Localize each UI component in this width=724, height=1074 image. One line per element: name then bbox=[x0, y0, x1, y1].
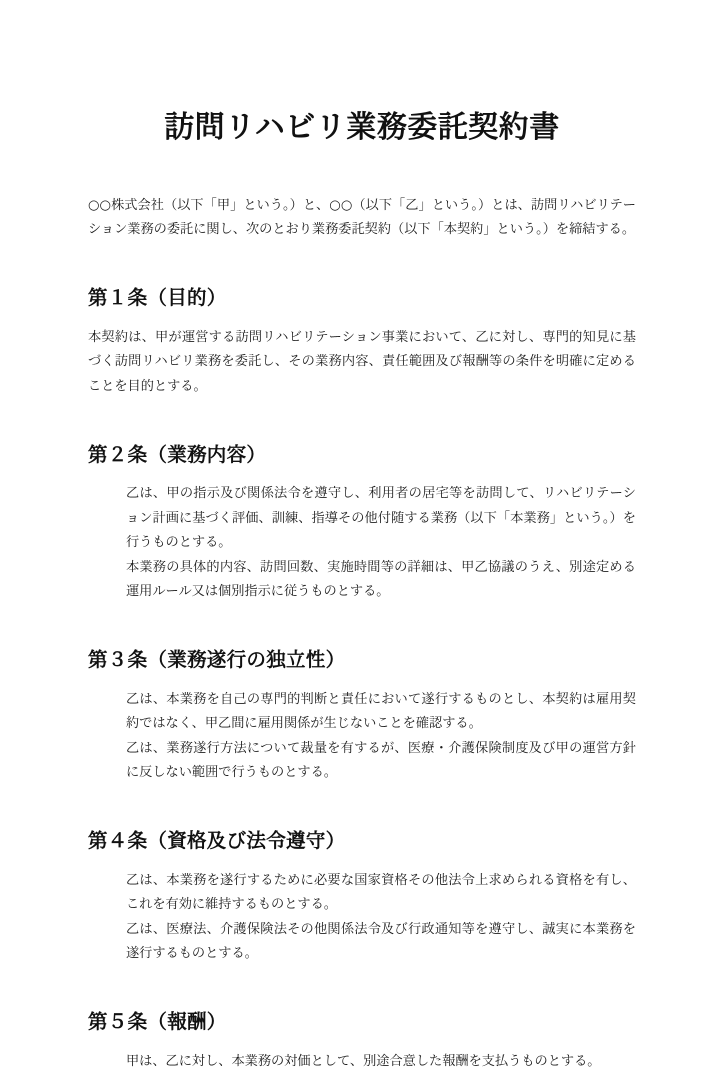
article-section bbox=[88, 785, 636, 966]
article-paragraph: 乙は、甲の指示及び関係法令を遵守し、利用者の居宅等を訪問して、リハビリテーション計画に基づく評価、訓練、指導その他付随する業務（以下「本業務」という。）を行うものとする。 bbox=[126, 486, 636, 551]
article-heading: 第４条（資格及び法令遵守） bbox=[88, 829, 346, 853]
article-body bbox=[88, 482, 636, 604]
articles-container bbox=[88, 242, 636, 1074]
article-paragraph: 本業務の具体的内容、訪問回数、実施時間等の詳細は、甲乙協議のうえ、別途定める運用ルール又は個別指示に従うものとする。 bbox=[126, 559, 636, 599]
article-heading: 第５条（報酬） bbox=[88, 1010, 227, 1034]
intro-paragraph: ○○株式会社（以下「甲」という。）と、○○（以下「乙」という。）とは、訪問リハビリテーション業務の委託に関し、次のとおり業務委託契約（以下「本契約」という。）を締結する。 bbox=[88, 197, 636, 237]
article-section bbox=[88, 966, 636, 1074]
article-heading: 第３条（業務遂行の独立性） bbox=[88, 648, 346, 672]
article-paragraph: 乙は、業務遂行方法について裁量を有するが、医療・介護保険制度及び甲の運営方針に反しない範囲で行うものとする。 bbox=[126, 740, 636, 780]
article-section bbox=[88, 242, 636, 399]
article-section bbox=[88, 399, 636, 604]
article-paragraph: 乙は、医療法、介護保険法その他関係法令及び行政通知等を遵守し、誠実に本業務を遂行するものとする。 bbox=[126, 921, 636, 961]
article-paragraph: 乙は、本業務を自己の専門的判断と責任において遂行するものとし、本契約は雇用契約ではなく、甲乙間に雇用関係が生じないことを確認する。 bbox=[126, 691, 636, 732]
article-heading: 第１条（目的） bbox=[88, 286, 227, 310]
article-body bbox=[88, 1050, 636, 1074]
document-title: 訪問リハビリ業務委託契約書 bbox=[164, 110, 560, 145]
document-content bbox=[88, 0, 636, 1074]
article-paragraph: 甲は、乙に対し、本業務の対価として、別途合意した報酬を支払うものとする。 bbox=[126, 1053, 601, 1069]
article-body bbox=[88, 869, 636, 967]
article-heading: 第２条（業務内容） bbox=[88, 442, 267, 466]
article-paragraph: 乙は、本業務を遂行するために必要な国家資格その他法令上求められる資格を有し、これを有効に維持するものとする。 bbox=[126, 872, 636, 913]
article-section bbox=[88, 604, 636, 785]
article-body bbox=[88, 326, 636, 399]
article-paragraph: 本契約は、甲が運営する訪問リハビリテーション事業において、乙に対し、専門的知見に基づく訪問リハビリ業務を委託し、その業務内容、責任範囲及び報酬等の条件を明確に定めることを目的とする。 bbox=[88, 329, 636, 394]
article-body bbox=[88, 688, 636, 786]
